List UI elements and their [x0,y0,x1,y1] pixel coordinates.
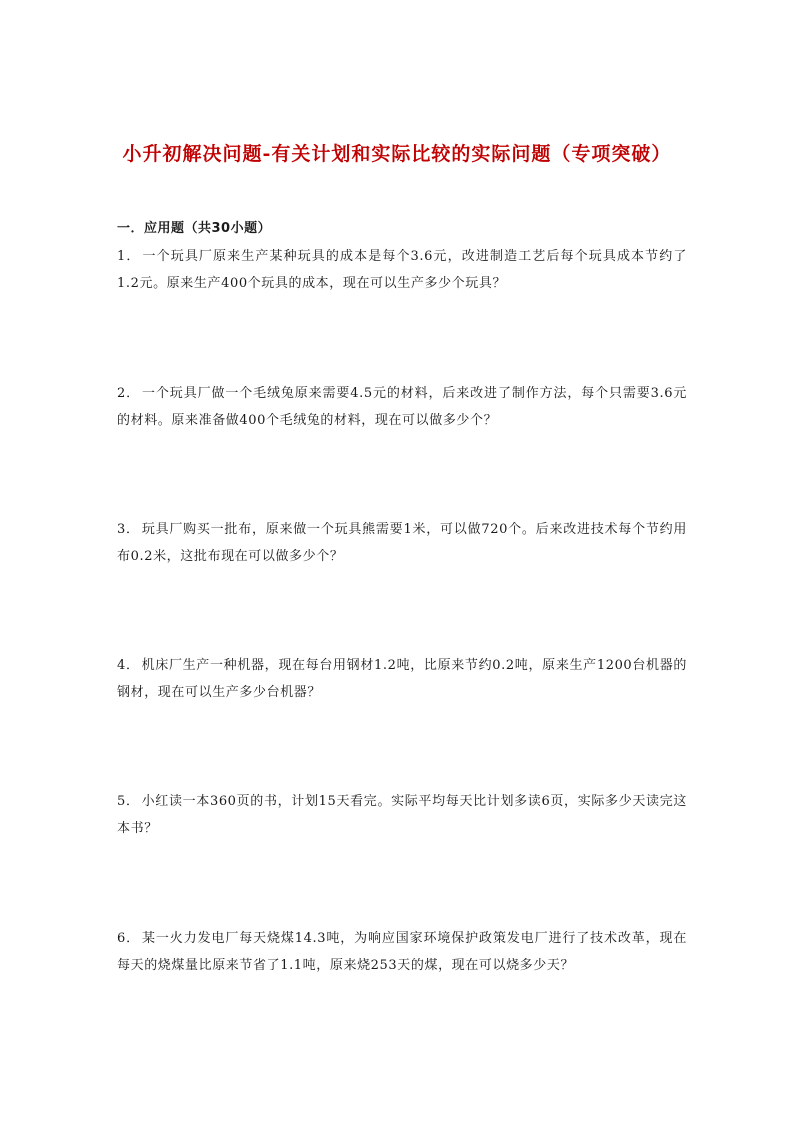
question-text: 机床厂生产一种机器，现在每台用钢材1.2吨，比原来节约0.2吨，原来生产1200台机器的钢材，现在可以生产多少台机器？ [117,658,687,700]
document-title: 小升初解决问题-有关计划和实际比较的实际问题（专项突破） [122,143,672,165]
question-3 [117,516,687,570]
question-number: 5． [117,794,140,809]
question-number: 2． [117,386,141,401]
question-number: 4． [117,658,140,673]
question-5 [117,788,687,842]
question-6 [117,925,687,979]
question-number: 1． [117,249,141,264]
section-heading: 一．应用题（共30小题） [117,221,272,236]
question-number: 6． [117,931,141,946]
question-text: 玩具厂购买一批布，原来做一个玩具熊需要1米，可以做720个。后来改进技术每个节约用布0.2米，这批布现在可以做多少个？ [117,522,687,564]
question-4 [117,652,687,706]
question-1 [117,243,687,297]
question-text: 小红读一本360页的书，计划15天看完。实际平均每天比计划多读6页，实际多少天读完这本书？ [117,794,687,836]
question-number: 3． [117,522,140,537]
question-2 [117,380,687,434]
question-text: 一个玩具厂做一个毛绒兔原来需要4.5元的材料，后来改进了制作方法，每个只需要3.6元的材料。原来准备做400个毛绒兔的材料，现在可以做多少个？ [117,386,687,428]
question-text: 某一火力发电厂每天烧煤14.3吨，为响应国家环境保护政策发电厂进行了技术改革，现在每天的烧煤量比原来节省了1.1吨，原来烧253天的煤，现在可以烧多少天？ [117,931,687,973]
question-text: 一个玩具厂原来生产某种玩具的成本是每个3.6元，改进制造工艺后每个玩具成本节约了1.2元。原来生产400个玩具的成本，现在可以生产多少个玩具？ [117,249,687,291]
